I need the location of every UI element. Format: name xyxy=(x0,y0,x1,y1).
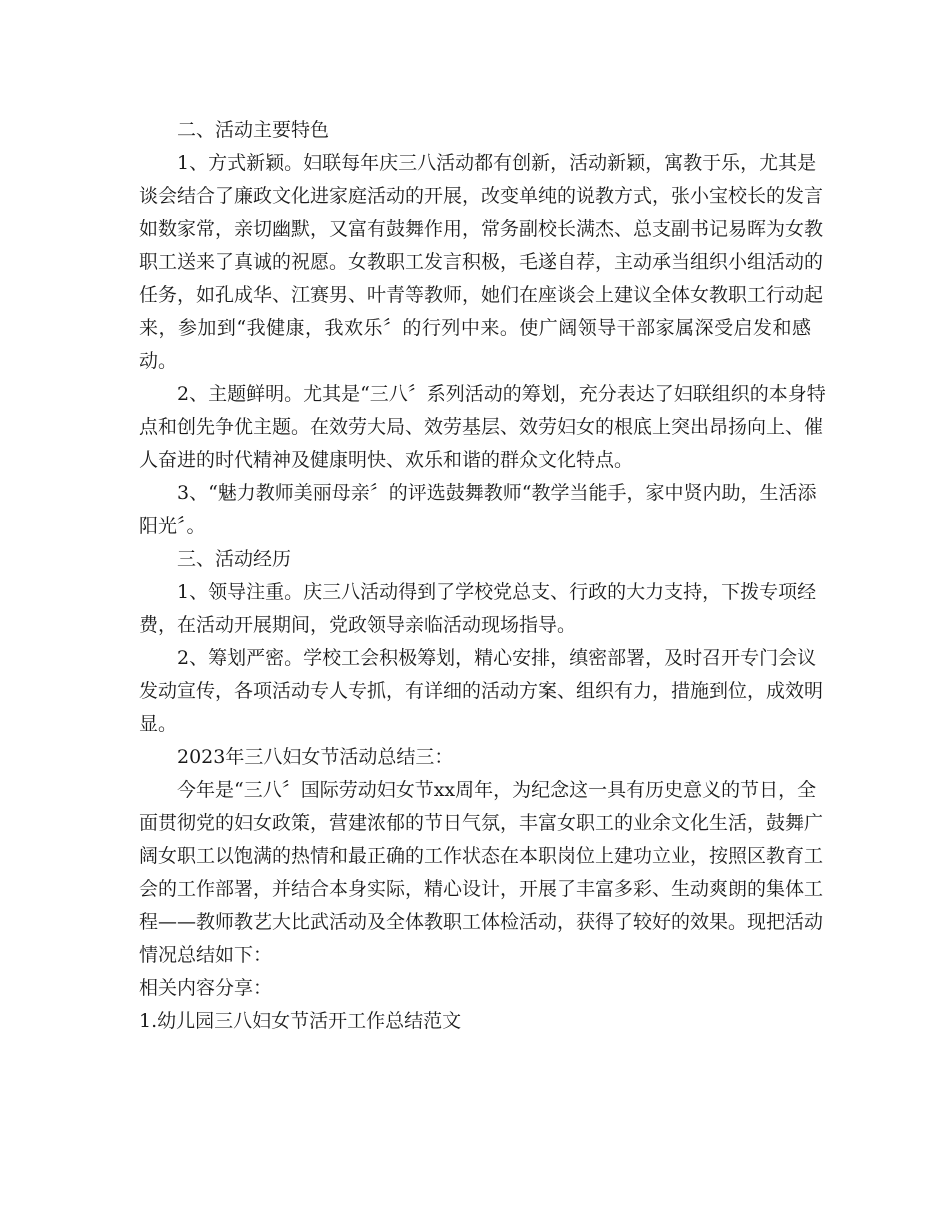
text-line: 职工送来了真诚的祝愿。女教职工发言积极，毛遂自荐，主动承当组织小组活动的 xyxy=(139,251,824,273)
document-page xyxy=(139,114,826,1038)
text-line: 阔女职工以饱满的热情和最正确的工作状态在本职岗位上建功立业，按照区教育工 xyxy=(139,845,824,867)
text-line: 2、主题鲜明。尤其是“三八〞系列活动的筹划，充分表达了妇联组织的本身特 xyxy=(177,383,826,405)
text-line: 今年是“三八〞国际劳动妇女节xx周年，为纪念这一具有历史意义的节日，全 xyxy=(177,779,817,801)
text-line: 会的工作部署，并结合本身实际，精心设计，开展了丰富多彩、生动爽朗的集体工 xyxy=(139,878,824,900)
text-line: 程——教师教艺大比武活动及全体教职工体检活动，获得了较好的效果。现把活动 xyxy=(139,911,824,933)
text-line: 面贯彻党的妇女政策，营建浓郁的节日气氛，丰富女职工的业余文化生活，鼓舞广 xyxy=(139,812,824,834)
text-line: 相关内容分享： xyxy=(139,977,273,999)
text-line: 三、活动经历 xyxy=(177,548,292,570)
text-line: 二、活动主要特色 xyxy=(177,119,330,141)
text-line: 2023年三八妇女节活动总结三： xyxy=(177,746,454,768)
text-line: 任务，如孔成华、江赛男、叶青等教师，她们在座谈会上建议全体女教职工行动起 xyxy=(139,284,824,306)
text-line: 1、领导注重。庆三八活动得到了学校党总支、行政的大力支持，下拨专项经 xyxy=(177,581,817,603)
text-line: 来，参加到“我健康，我欢乐〞的行列中来。使广阔领导干部家属深受启发和感 xyxy=(139,317,811,339)
text-line: 点和创先争优主题。在效劳大局、效劳基层、效劳妇女的根底上突出昂扬向上、催 xyxy=(139,416,824,438)
text-line: 费，在活动开展期间，党政领导亲临活动现场指导。 xyxy=(139,614,577,636)
text-line: 人奋进的时代精神及健康明快、欢乐和谐的群众文化特点。 xyxy=(139,449,634,471)
text-line: 2、筹划严密。学校工会积极筹划，精心安排，缜密部署，及时召开专门会议 xyxy=(177,647,817,669)
text-line: 如数家常，亲切幽默，又富有鼓舞作用，常务副校长满杰、总支副书记易晖为女教 xyxy=(139,218,824,240)
text-line: 1、方式新颖。妇联每年庆三八活动都有创新，活动新颖，寓教于乐，尤其是 xyxy=(177,152,817,174)
text-line: 谈会结合了廉政文化进家庭活动的开展，改变单纯的说教方式，张小宝校长的发言 xyxy=(139,185,824,207)
text-line: 动。 xyxy=(139,350,178,372)
text-line: 3、“魅力教师美丽母亲〞的评选鼓舞教师“教学当能手，家中贤内助，生活添 xyxy=(177,482,817,504)
text-line: 发动宣传，各项活动专人专抓，有详细的活动方案、组织有力，措施到位，成效明 xyxy=(139,680,824,702)
text-line: 阳光〞。 xyxy=(139,515,206,537)
text-line: 情况总结如下： xyxy=(139,944,273,966)
text-line: 显。 xyxy=(139,713,178,735)
text-line: 1.幼儿园三八妇女节活开工作总结范文 xyxy=(139,1010,462,1032)
